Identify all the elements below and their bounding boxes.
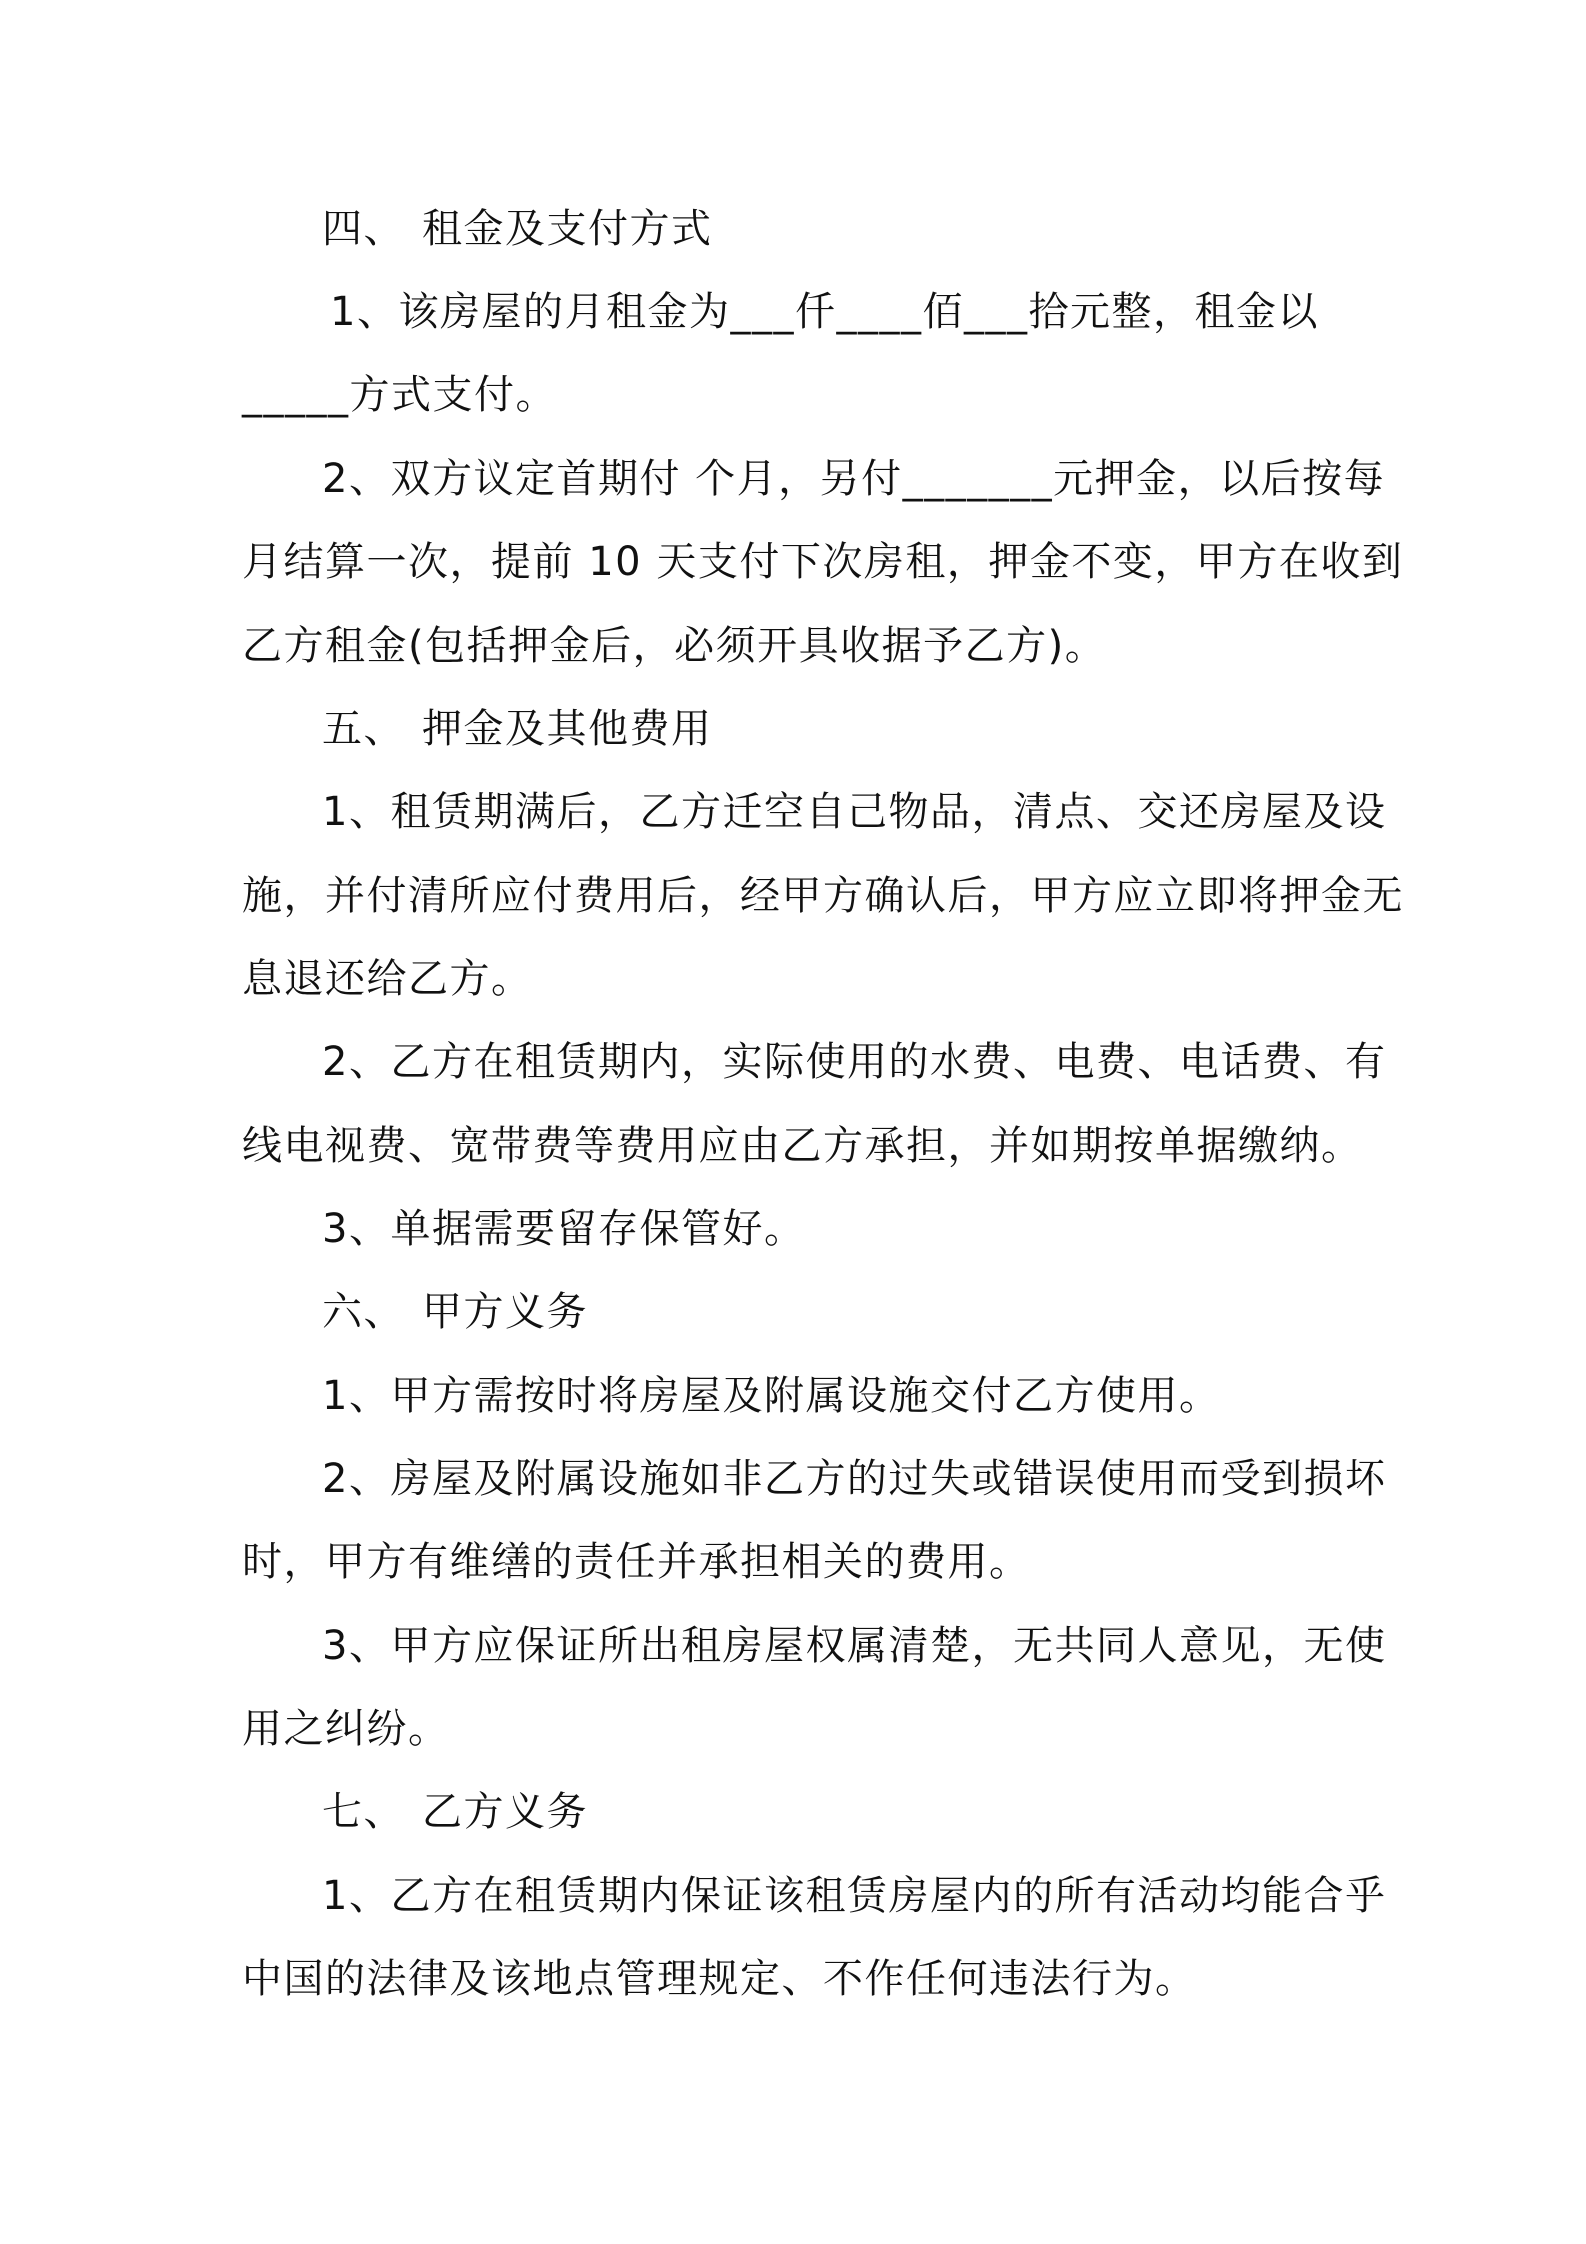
- paragraph-line: 3、单据需要留存保管好。: [322, 1206, 806, 1252]
- section-number: 五、: [322, 706, 405, 752]
- section-number: 四、: [322, 206, 405, 252]
- section-heading-6: [322, 1288, 588, 1336]
- section-heading-4: [322, 205, 713, 253]
- paragraph-line: 线电视费、宽带费等费用应由乙方承担，并如期按单据缴纳。: [242, 1123, 1363, 1169]
- paragraph-line: 1、乙方在租赁期内保证该租赁房屋内的所有活动均能合乎: [322, 1873, 1387, 1919]
- section-heading-7: [322, 1788, 588, 1836]
- paragraph-line: 乙方租金(包括押金后，必须开具收据予乙方)。: [242, 623, 1107, 669]
- paragraph-line: 3、甲方应保证所出租房屋权属清楚，无共同人意见，无使: [322, 1623, 1387, 1669]
- paragraph-line: 施，并付清所应付费用后，经甲方确认后，甲方应立即将押金无: [242, 873, 1404, 919]
- paragraph-line: 2、房屋及附属设施如非乙方的过失或错误使用而受到损坏: [322, 1456, 1387, 1502]
- section-number: 七、: [322, 1789, 405, 1835]
- paragraph-line: 2、乙方在租赁期内，实际使用的水费、电费、电话费、有: [322, 1039, 1387, 1085]
- paragraph-line: 2、双方议定首期付 个月，另付_______元押金，以后按每: [322, 456, 1386, 502]
- paragraph-line: 1、甲方需按时将房屋及附属设施交付乙方使用。: [322, 1373, 1221, 1419]
- paragraph-line: _____方式支付。: [242, 372, 557, 418]
- section-title: 押金及其他费用: [422, 706, 713, 752]
- section-title: 租金及支付方式: [422, 206, 713, 252]
- section-heading-5: [322, 705, 713, 753]
- section-title: 乙方义务: [422, 1789, 588, 1835]
- paragraph-line: 1、租赁期满后，乙方迁空自己物品，清点、交还房屋及设: [322, 789, 1387, 835]
- paragraph-line: 用之纠纷。: [242, 1706, 450, 1752]
- paragraph-line: 息退还给乙方。: [242, 956, 533, 1002]
- paragraph-line: 1、该房屋的月租金为___仟____佰___拾元整，租金以: [330, 289, 1319, 335]
- paragraph-line: 中国的法律及该地点管理规定、不作任何违法行为。: [242, 1956, 1197, 2002]
- section-title: 甲方义务: [422, 1289, 588, 1335]
- paragraph-line: 月结算一次，提前 10 天支付下次房租，押金不变，甲方在收到: [242, 539, 1404, 585]
- paragraph-line: 时，甲方有维缮的责任并承担相关的费用。: [242, 1539, 1031, 1585]
- section-number: 六、: [322, 1289, 405, 1335]
